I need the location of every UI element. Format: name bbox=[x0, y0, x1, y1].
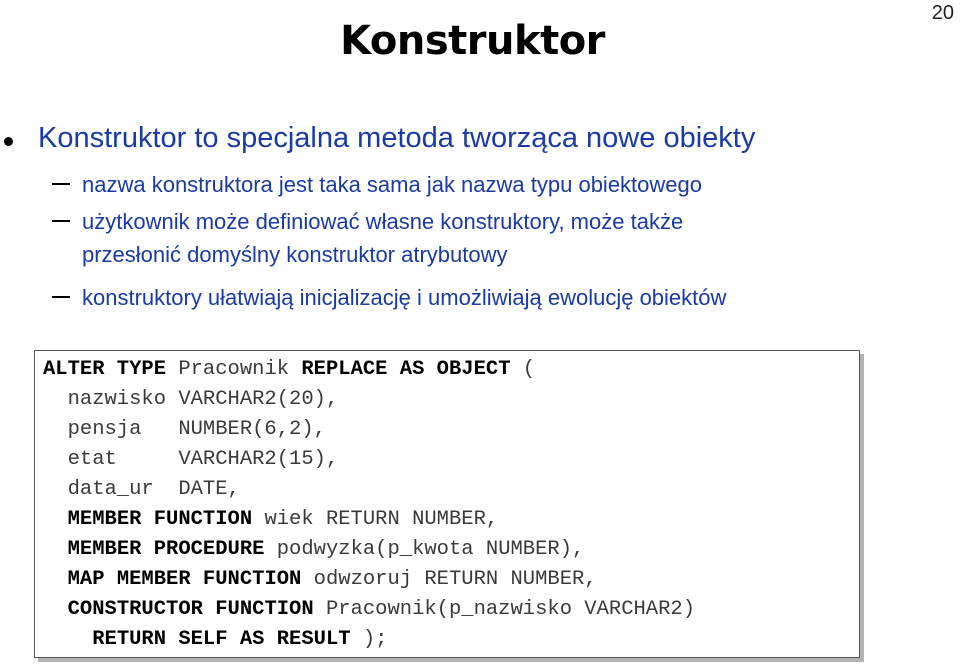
sub-bullet-line: konstruktory ułatwiają inicjalizację i umożliwiają ewolucję obiektów bbox=[82, 285, 727, 310]
dash-bullet-icon bbox=[52, 220, 70, 222]
code-keyword: MEMBER FUNCTION bbox=[67, 508, 253, 531]
code-keyword: MEMBER PROCEDURE bbox=[67, 538, 265, 561]
code-text: wiek RETURN NUMBER, bbox=[252, 508, 499, 531]
sub-bullet-line: użytkownik może definiować własne konstruktory, może także bbox=[82, 209, 684, 234]
sub-bullet-line: przesłonić domyślny konstruktor atrybutowy bbox=[82, 242, 508, 267]
code-keyword: CONSTRUCTOR FUNCTION bbox=[67, 598, 314, 621]
code-line bbox=[43, 415, 326, 445]
code-text: data_ur DATE, bbox=[43, 478, 240, 501]
code-keyword: REPLACE AS OBJECT bbox=[301, 358, 511, 381]
code-block bbox=[34, 350, 860, 658]
code-line bbox=[43, 595, 695, 625]
sub-bullet-text bbox=[82, 205, 683, 271]
code-text: nazwisko VARCHAR2(20), bbox=[43, 388, 339, 411]
code-line bbox=[43, 505, 498, 535]
code-text bbox=[43, 508, 68, 531]
code-text: Pracownik bbox=[166, 358, 302, 381]
code-text: ); bbox=[350, 628, 388, 651]
code-keyword: MAP MEMBER FUNCTION bbox=[67, 568, 302, 591]
code-keyword: ALTER TYPE bbox=[43, 358, 167, 381]
sub-bullet-text bbox=[82, 281, 726, 314]
code-text bbox=[43, 538, 68, 561]
code-text: etat VARCHAR2(15), bbox=[43, 448, 339, 471]
sub-bullet-line: nazwa konstruktora jest taka sama jak nazwa typu obiektowego bbox=[82, 172, 702, 197]
code-text: odwzoruj RETURN NUMBER, bbox=[301, 568, 597, 591]
code-line bbox=[43, 475, 240, 505]
code-text: Pracownik(p_nazwisko VARCHAR2) bbox=[313, 598, 696, 621]
code-line bbox=[43, 535, 584, 565]
dash-bullet-icon bbox=[52, 183, 70, 185]
page-number: 20 bbox=[931, 2, 954, 24]
code-line bbox=[43, 565, 597, 595]
bullet-dot-icon bbox=[4, 137, 13, 146]
code-line bbox=[43, 355, 535, 385]
code-text: ( bbox=[510, 358, 536, 381]
main-bullet-text: Konstruktor to specjalna metoda tworząca nowe obiekty bbox=[38, 122, 756, 154]
code-text: podwyzka(p_kwota NUMBER), bbox=[264, 538, 585, 561]
code-text bbox=[43, 628, 92, 651]
code-keyword: RETURN SELF AS RESULT bbox=[92, 628, 351, 651]
slide-title: Konstruktor bbox=[340, 18, 605, 64]
code-line bbox=[43, 625, 387, 655]
code-text bbox=[43, 568, 68, 591]
code-line bbox=[43, 445, 338, 475]
dash-bullet-icon bbox=[52, 296, 70, 298]
code-text bbox=[43, 598, 68, 621]
code-line bbox=[43, 385, 338, 415]
sub-bullet-text bbox=[82, 168, 702, 201]
code-text: pensja NUMBER(6,2), bbox=[43, 418, 326, 441]
